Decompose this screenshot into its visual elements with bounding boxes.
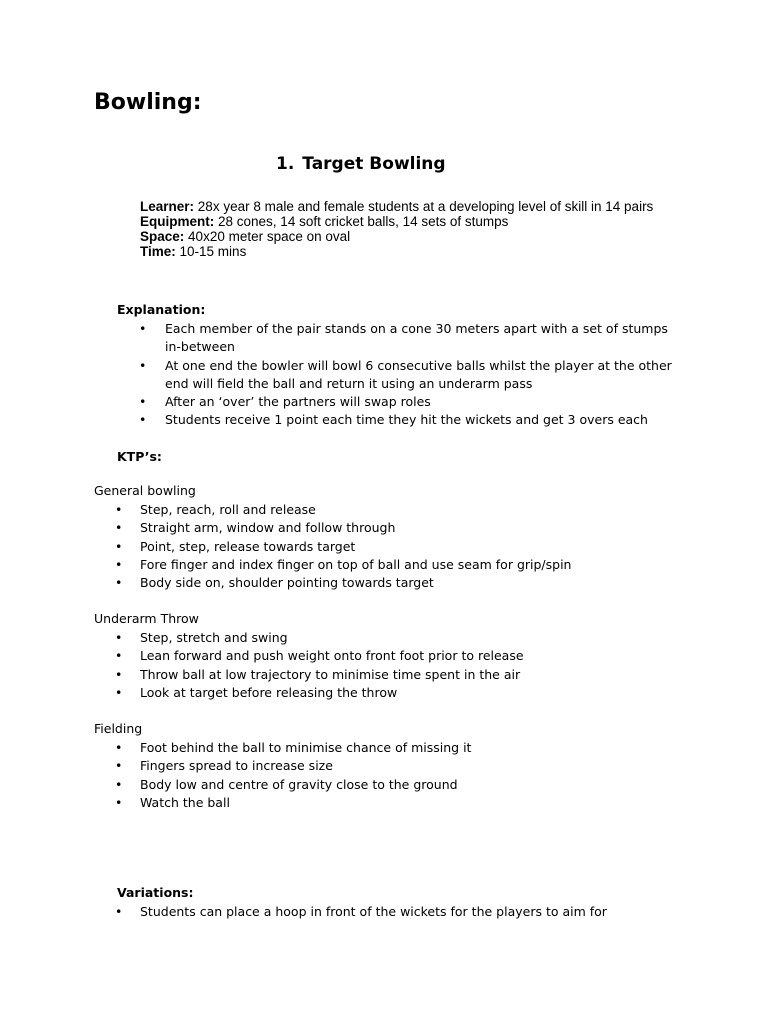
section-title xyxy=(276,154,446,174)
bullet-icon: • xyxy=(115,502,123,517)
bullet-icon: • xyxy=(139,412,147,428)
space-value: 40x20 meter space on oval xyxy=(188,229,351,244)
list-item: • Step, reach, roll and release xyxy=(93,501,713,519)
list-item: • Fore finger and index finger on top of ball and use seam for grip/spin xyxy=(93,556,713,574)
activity-info xyxy=(140,199,680,259)
list-item: • Throw ball at low trajectory to minimise time spent in the air xyxy=(93,666,713,684)
bullet-icon: • xyxy=(115,630,123,645)
variations-list xyxy=(93,903,713,921)
list-item: • Watch the ball xyxy=(93,794,713,812)
learner-line xyxy=(140,199,680,214)
equipment-value: 28 cones, 14 soft cricket balls, 14 sets of stumps xyxy=(218,214,509,229)
bullet-icon: • xyxy=(115,648,123,664)
fielding-heading: Fielding xyxy=(94,721,143,736)
bullet-icon: • xyxy=(139,357,147,373)
list-item: • Body low and centre of gravity close to the ground xyxy=(93,776,713,794)
bullet-icon: • xyxy=(115,684,123,700)
list-item: • At one end the bowler will bowl 6 consecutive balls whilst the player at the other end will field the ball and return it using an underarm pass xyxy=(139,357,672,391)
bullet-icon: • xyxy=(115,776,123,792)
equipment-label: Equipment: xyxy=(140,214,215,229)
bullet-icon: • xyxy=(115,520,123,536)
underarm-throw-list xyxy=(93,629,713,702)
space-label: Space: xyxy=(140,229,185,244)
list-item: • Students receive 1 point each time they hit the wickets and get 3 overs each xyxy=(117,411,687,429)
learner-label: Learner: xyxy=(140,199,195,214)
bullet-icon: • xyxy=(115,538,123,554)
time-line xyxy=(140,244,680,259)
time-label: Time: xyxy=(140,244,176,259)
bullet-icon: • xyxy=(115,758,123,774)
list-item: • Each member of the pair stands on a cone 30 meters apart with a set of stumps in-between xyxy=(139,321,668,355)
fielding-list xyxy=(93,739,713,812)
bullet-icon: • xyxy=(115,556,123,572)
section-number: 1. xyxy=(276,154,295,174)
general-bowling-list xyxy=(93,501,713,592)
time-value: 10-15 mins xyxy=(179,244,247,259)
general-bowling-heading: General bowling xyxy=(94,483,196,498)
list-item: • Look at target before releasing the throw xyxy=(93,684,713,702)
bullet-icon: • xyxy=(115,740,123,755)
bullet-icon: • xyxy=(115,666,123,682)
bullet-icon: • xyxy=(139,321,147,336)
bullet-icon: • xyxy=(115,575,123,591)
list-item: • Students can place a hoop in front of the wickets for the players to aim for xyxy=(93,903,713,921)
learner-value: 28x year 8 male and female students at a developing level of skill in 14 pairs xyxy=(197,199,654,214)
bullet-icon: • xyxy=(115,794,123,810)
explanation-list xyxy=(117,320,687,430)
list-item: • Lean forward and push weight onto front foot prior to release xyxy=(93,647,713,665)
list-item: • Step, stretch and swing xyxy=(93,629,713,647)
equipment-line xyxy=(140,214,680,229)
list-item: • Fingers spread to increase size xyxy=(93,757,713,775)
list-item: • Point, step, release towards target xyxy=(93,538,713,556)
document-title: Bowling: xyxy=(94,90,202,115)
ktps-heading: KTP’s: xyxy=(117,449,162,464)
section-title-text: Target Bowling xyxy=(302,154,446,174)
list-item: • After an ‘over’ the partners will swap roles xyxy=(117,393,687,411)
list-item: • Body side on, shoulder pointing towards target xyxy=(93,574,713,592)
space-line xyxy=(140,229,680,244)
list-item: • Straight arm, window and follow through xyxy=(93,519,713,537)
explanation-heading: Explanation: xyxy=(117,302,206,317)
underarm-throw-heading: Underarm Throw xyxy=(94,611,199,626)
list-item: • Foot behind the ball to minimise chance of missing it xyxy=(93,739,713,757)
bullet-icon: • xyxy=(139,394,147,410)
bullet-icon: • xyxy=(115,904,123,919)
variations-heading: Variations: xyxy=(117,885,194,900)
